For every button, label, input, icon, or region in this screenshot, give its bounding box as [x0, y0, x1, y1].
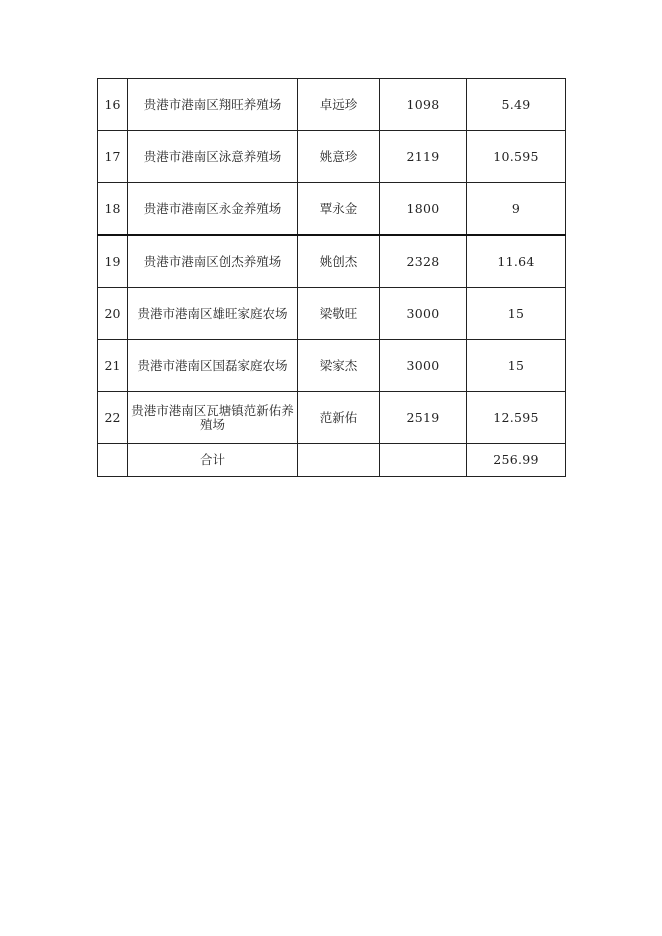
quantity-cell: 2119	[380, 131, 467, 183]
table-row	[98, 288, 566, 340]
total-row	[98, 444, 566, 477]
amount-cell: 10.595	[467, 131, 566, 183]
farm-name: 贵港市港南区瓦塘镇范新佑养殖场	[128, 392, 298, 444]
amount-cell: 15	[467, 340, 566, 392]
person-name: 姚意珍	[298, 131, 380, 183]
person-name: 梁敬旺	[298, 288, 380, 340]
total-empty-cell	[380, 444, 467, 477]
person-name: 卓远珍	[298, 79, 380, 131]
farm-name: 贵港市港南区创杰养殖场	[128, 235, 298, 288]
farm-name: 贵港市港南区翔旺养殖场	[128, 79, 298, 131]
farm-name: 贵港市港南区泳意养殖场	[128, 131, 298, 183]
person-name: 覃永金	[298, 183, 380, 236]
quantity-cell: 3000	[380, 340, 467, 392]
total-empty-cell	[98, 444, 128, 477]
row-number: 20	[98, 288, 128, 340]
row-number: 22	[98, 392, 128, 444]
quantity-cell: 2519	[380, 392, 467, 444]
table-row	[98, 183, 566, 236]
table-row	[98, 392, 566, 444]
row-number: 16	[98, 79, 128, 131]
total-label: 合计	[128, 444, 298, 477]
table-row	[98, 79, 566, 131]
amount-cell: 9	[467, 183, 566, 236]
row-number: 21	[98, 340, 128, 392]
table-row	[98, 340, 566, 392]
table-row	[98, 131, 566, 183]
total-empty-cell	[298, 444, 380, 477]
person-name: 梁家杰	[298, 340, 380, 392]
farm-name: 贵港市港南区雄旺家庭农场	[128, 288, 298, 340]
quantity-cell: 3000	[380, 288, 467, 340]
amount-cell: 12.595	[467, 392, 566, 444]
row-number: 17	[98, 131, 128, 183]
table-row	[98, 235, 566, 288]
person-name: 范新佑	[298, 392, 380, 444]
quantity-cell: 1800	[380, 183, 467, 236]
amount-cell: 5.49	[467, 79, 566, 131]
quantity-cell: 1098	[380, 79, 467, 131]
amount-cell: 15	[467, 288, 566, 340]
row-number: 18	[98, 183, 128, 236]
quantity-cell: 2328	[380, 235, 467, 288]
row-number: 19	[98, 235, 128, 288]
person-name: 姚创杰	[298, 235, 380, 288]
farm-name: 贵港市港南区永金养殖场	[128, 183, 298, 236]
amount-cell: 11.64	[467, 235, 566, 288]
farm-name: 贵港市港南区国磊家庭农场	[128, 340, 298, 392]
total-amount: 256.99	[467, 444, 566, 477]
subsidy-table	[97, 78, 566, 477]
